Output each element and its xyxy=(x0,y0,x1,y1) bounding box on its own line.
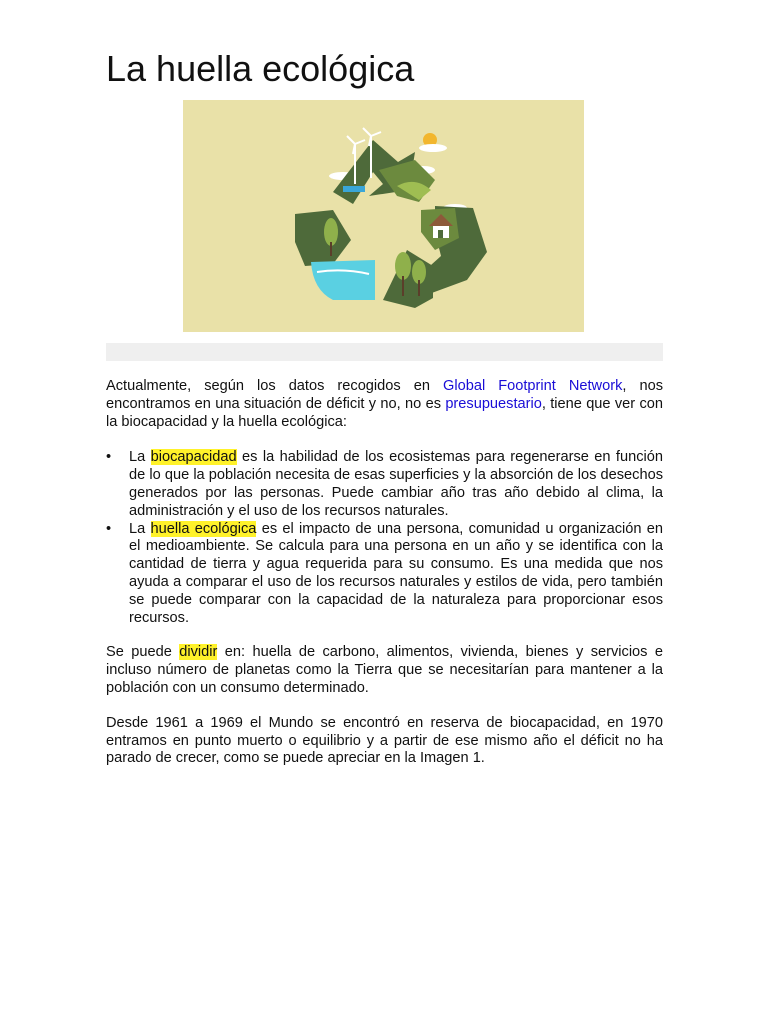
bullet-prefix: La xyxy=(129,449,151,466)
page-title: La huella ecológica xyxy=(106,48,415,89)
highlight-dividir: dividir xyxy=(179,644,218,661)
recycle-ecology-illustration xyxy=(183,100,584,332)
recycle-icon xyxy=(183,100,584,332)
paragraph-dividir xyxy=(106,644,663,697)
document-body xyxy=(106,378,663,768)
para2-text: en: huella de carbono, alimentos, vivienda, bienes y servicios e incluso número de planetas como la Tierra que se necesitarían para mantener a la población con un consumo determinado. xyxy=(106,644,663,696)
list-item xyxy=(106,449,663,520)
list-item xyxy=(106,521,663,628)
bullet-prefix: La xyxy=(129,520,151,537)
intro-text-1: Actualmente, según los datos recogidos en xyxy=(106,378,443,394)
image-caption-bar xyxy=(106,343,663,361)
global-footprint-network-link[interactable]: Global Footprint Network xyxy=(443,378,623,394)
intro-text-3: , tiene que ver con la biocapacidad y la huella ecológica: xyxy=(106,395,663,430)
presupuestario-link[interactable]: presupuestario xyxy=(445,395,542,412)
bullet-icon: • xyxy=(106,520,112,537)
bullet-text: es la habilidad de los ecosistemas para regenerarse en función de lo que la población necesita de esas superficies y la absorción de los desechos generados por las personas. Puede cambiar año tras año debido al clima, la administración y el uso de los recursos naturales. xyxy=(129,449,663,519)
paragraph-history: Desde 1961 a 1969 el Mundo se encontró en reserva de biocapacidad, en 1970 entramos en punto muerto o equilibrio y a partir de ese mismo año el déficit no ha parado de crecer, como se puede apreciar en la Imagen 1. xyxy=(106,714,663,767)
definitions-list xyxy=(106,449,663,627)
intro-text-2: , nos encontramos en una situación de déficit y no, no es xyxy=(106,378,663,412)
para2-prefix: Se puede xyxy=(106,644,180,661)
intro-paragraph xyxy=(106,378,663,431)
highlight-huella-ecologica: huella ecológica xyxy=(150,520,257,537)
bullet-icon: • xyxy=(106,449,112,466)
bullet-text: es el impacto de una persona, comunidad u organización en el medioambiente. Se calcula para una persona en un año y se identifica con la cantidad de tierra y agua requerida para su consumo. Es una medida que nos ayuda a comparar el uso de los recursos naturales y estilos de vida, pero también se puede comparar con la capacidad de la naturaleza para proporcionar esos recursos. xyxy=(129,520,663,626)
highlight-biocapacidad: biocapacidad xyxy=(150,449,237,466)
